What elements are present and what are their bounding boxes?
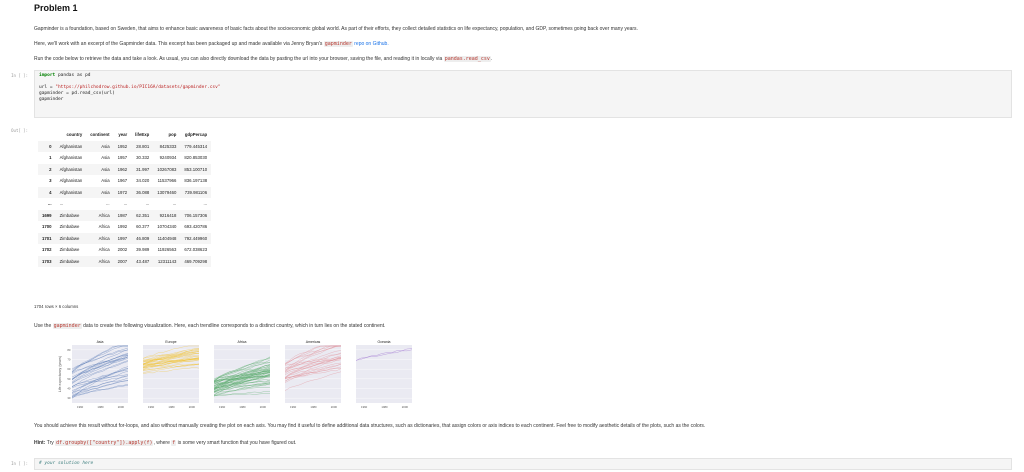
x-tick-label: 1980 bbox=[97, 405, 104, 409]
table-cell: 9216418 bbox=[159, 212, 177, 218]
chart-panel-oceania bbox=[356, 340, 412, 409]
x-tick-label: 1960 bbox=[219, 405, 226, 409]
table-cell: 739.981106 bbox=[184, 189, 208, 195]
table-cell: 693.420786 bbox=[184, 224, 208, 230]
table-cell: Zimbabwe bbox=[59, 224, 80, 230]
y-tick-label: 60 bbox=[67, 367, 71, 372]
table-cell: ... bbox=[123, 201, 128, 207]
table-cell: 792.449960 bbox=[184, 235, 208, 241]
table-cell: 1992 bbox=[117, 224, 128, 230]
gapminder-code-chip: gapminder bbox=[324, 41, 352, 47]
table-cell: Zimbabwe bbox=[59, 258, 80, 264]
table-row bbox=[38, 141, 211, 153]
x-tick-label: 1960 bbox=[290, 405, 297, 409]
table-cell: 28.801 bbox=[136, 143, 150, 149]
table-cell: 43.487 bbox=[136, 258, 150, 264]
solution-comment: # your solution here bbox=[39, 461, 94, 466]
table-row bbox=[38, 152, 211, 164]
panel-title: Americas bbox=[305, 340, 321, 344]
table-cell: 11926563 bbox=[157, 247, 177, 253]
table-cell: 13079460 bbox=[157, 189, 177, 195]
table-cell: 853.100710 bbox=[184, 166, 208, 172]
table-cell: Afghanistan bbox=[59, 189, 83, 195]
show-line: gapminder bbox=[39, 97, 64, 102]
x-tick-label: 2000 bbox=[117, 405, 124, 409]
table-cell: 1957 bbox=[117, 155, 128, 161]
table-cell: 30.332 bbox=[136, 155, 150, 161]
table-cell: 820.853030 bbox=[184, 155, 208, 161]
table-cell: Africa bbox=[98, 224, 110, 230]
table-cell: 62.351 bbox=[136, 212, 150, 218]
table-cell: Zimbabwe bbox=[59, 235, 80, 241]
row-index: 2 bbox=[49, 166, 52, 172]
column-header: year bbox=[118, 132, 128, 138]
table-cell: 1997 bbox=[117, 235, 128, 241]
x-tick-label: 1980 bbox=[168, 405, 175, 409]
y-tick-label: 80 bbox=[67, 347, 71, 352]
row-index: ... bbox=[47, 201, 52, 207]
table-cell: 779.445314 bbox=[184, 143, 208, 149]
table-cell: Asia bbox=[101, 143, 110, 149]
column-header: continent bbox=[90, 132, 110, 138]
table-cell: 11404948 bbox=[157, 235, 177, 241]
y-tick-label: 40 bbox=[67, 386, 71, 391]
x-tick-label: 2000 bbox=[259, 405, 266, 409]
use-text-post: data to create the following visualization. Here, each trendline corresponds to a distinct country, which in turn lies on the stated continent. bbox=[83, 323, 386, 329]
panel-title: Asia bbox=[96, 340, 104, 344]
x-tick-label: 2000 bbox=[188, 405, 195, 409]
table-body bbox=[38, 141, 211, 268]
x-tick-label: 1980 bbox=[381, 405, 388, 409]
note-text: You should achieve this result without for-loops, and also without manually creating the plot on each axis. You may find it useful to define additional data structures, such as dictionaries, that assign colors or axis indices to each continent. Feel free to modify aesthetic details of the plots, such as the colors. bbox=[34, 423, 706, 429]
dataframe-dims: 1704 rows × 6 columns bbox=[34, 304, 79, 309]
row-index: 1701 bbox=[42, 235, 52, 241]
row-index: 1703 bbox=[42, 258, 52, 264]
use-paragraph bbox=[34, 323, 385, 329]
table-cell: 11537966 bbox=[157, 178, 177, 184]
github-repo-link[interactable]: repo on Github. bbox=[354, 41, 389, 47]
row-index: 1699 bbox=[42, 212, 52, 218]
table-cell: Africa bbox=[98, 258, 110, 264]
table-cell: Afghanistan bbox=[59, 143, 83, 149]
table-cell: 1967 bbox=[117, 178, 128, 184]
row-index: 0 bbox=[49, 143, 52, 149]
column-header: lifeExp bbox=[135, 132, 150, 138]
table-row bbox=[38, 210, 211, 222]
table-cell: Afghanistan bbox=[59, 166, 83, 172]
url-assign: url = bbox=[39, 85, 56, 90]
panel-title: Oceania bbox=[377, 340, 391, 344]
table-cell: Afghanistan bbox=[59, 178, 83, 184]
table-cell: 836.197138 bbox=[184, 178, 208, 184]
table-cell: 706.157306 bbox=[184, 212, 208, 218]
table-cell: 46.809 bbox=[136, 235, 150, 241]
table-cell: Zimbabwe bbox=[59, 212, 80, 218]
problem-heading: Problem 1 bbox=[34, 3, 78, 13]
table-cell: 2007 bbox=[117, 258, 128, 264]
row-index: 3 bbox=[49, 178, 52, 184]
table-cell: 8425333 bbox=[159, 143, 177, 149]
x-tick-label: 2000 bbox=[401, 405, 408, 409]
x-tick-label: 1980 bbox=[239, 405, 246, 409]
table-cell: 10704340 bbox=[157, 224, 177, 230]
import-keyword: import bbox=[39, 73, 56, 78]
chart-panel-asia bbox=[67, 340, 128, 409]
import-line: pandas as pd bbox=[55, 73, 91, 78]
excerpt-paragraph bbox=[34, 41, 389, 47]
panel-background bbox=[356, 345, 412, 403]
table-row bbox=[38, 244, 211, 256]
x-tick-label: 1960 bbox=[77, 405, 84, 409]
run-text-pre: Run the code below to retrieve the data and take a look. As usual, you can also directly download the data by pasting the url into your browser, saving the file, and reading it in locally via bbox=[34, 56, 443, 62]
run-text-post: . bbox=[490, 56, 493, 62]
x-tick-label: 1960 bbox=[148, 405, 155, 409]
continent-lifeexp-chart bbox=[58, 337, 428, 415]
table-cell: Asia bbox=[101, 155, 110, 161]
table-cell: Zimbabwe bbox=[59, 247, 80, 253]
excerpt-text-pre: Here, we'll work with an excerpt of the Gapminder data. This excerpt has been packaged up and made available via Jenny Bryan's bbox=[34, 41, 323, 47]
y-tick-label: 50 bbox=[67, 376, 71, 381]
use-text-pre: Use the bbox=[34, 323, 52, 329]
table-row bbox=[38, 175, 211, 187]
table-cell: 1987 bbox=[117, 212, 128, 218]
x-tick-label: 1960 bbox=[361, 405, 368, 409]
groupby-code-chip: df.groupby(["country"]).apply(f) bbox=[56, 440, 153, 446]
row-index: 1700 bbox=[42, 224, 52, 230]
out-prompt: Out[ ]: bbox=[11, 128, 28, 133]
table-cell: 36.088 bbox=[136, 189, 150, 195]
row-index: 4 bbox=[49, 189, 52, 195]
table-cell: 60.377 bbox=[136, 224, 150, 230]
table-cell: Africa bbox=[98, 247, 110, 253]
table-row bbox=[38, 198, 211, 210]
f-code-chip: f bbox=[172, 440, 176, 446]
table-cell: ... bbox=[106, 201, 110, 207]
table-row bbox=[38, 187, 211, 199]
table-cell: Africa bbox=[98, 212, 110, 218]
cell1-prompt: In [ ]: bbox=[11, 73, 28, 78]
table-cell: 1952 bbox=[117, 143, 128, 149]
chart-panel-americas bbox=[285, 340, 341, 409]
hint-text-post: is some very smart function that you have figured out. bbox=[177, 440, 297, 446]
table-header-row bbox=[38, 129, 211, 141]
hint-text-mid: , where bbox=[153, 440, 170, 446]
url-string: "https://philchodrow.github.io/PIC16A/datasets/gapminder.csv" bbox=[55, 85, 221, 90]
table-cell: 1972 bbox=[117, 189, 128, 195]
table-cell: 39.989 bbox=[136, 247, 150, 253]
hint-label: Hint: bbox=[34, 440, 46, 446]
table-cell: Asia bbox=[101, 178, 110, 184]
y-tick-label: 70 bbox=[67, 357, 71, 362]
table-cell: 12311143 bbox=[157, 258, 177, 264]
cell2-prompt: In [ ]: bbox=[11, 461, 28, 466]
intro-text: Gapminder is a foundation, based on Sweden, that aims to enhance basic awareness of basic facts about the socioeconomic global world. As part of their efforts, they collect detailed statistics on life expectancy, population, and GDP, sometimes going back over many years. bbox=[34, 26, 638, 32]
code-cell-2[interactable] bbox=[34, 458, 1012, 470]
table-row bbox=[38, 221, 211, 233]
chart-panel-africa bbox=[214, 340, 270, 409]
table-cell: Asia bbox=[101, 189, 110, 195]
x-tick-label: 1980 bbox=[310, 405, 317, 409]
note-paragraph bbox=[34, 423, 705, 429]
table-cell: 34.020 bbox=[136, 178, 150, 184]
table-cell: 1962 bbox=[117, 166, 128, 172]
table-cell: ... bbox=[145, 201, 150, 207]
table-row bbox=[38, 164, 211, 176]
x-tick-label: 2000 bbox=[330, 405, 337, 409]
code-cell-1[interactable] bbox=[34, 70, 1012, 118]
y-axis-label: Life expectancy (years) bbox=[58, 355, 62, 393]
intro-paragraph bbox=[34, 26, 638, 32]
hint-paragraph bbox=[34, 440, 296, 446]
table-cell: 469.709298 bbox=[184, 258, 208, 264]
table-cell: Afghanistan bbox=[59, 155, 83, 161]
table-cell: 10267083 bbox=[157, 166, 177, 172]
table-cell: ... bbox=[59, 201, 64, 207]
table-cell: Asia bbox=[101, 166, 110, 172]
table-cell: 31.997 bbox=[136, 166, 150, 172]
table-row bbox=[38, 256, 211, 268]
y-tick-label: 30 bbox=[67, 396, 71, 401]
column-header: gdpPercap bbox=[184, 132, 208, 138]
read-line: gapminder = pd.read_csv(url) bbox=[39, 91, 115, 96]
table-cell: ... bbox=[172, 201, 177, 207]
table-cell: ... bbox=[203, 201, 208, 207]
chart-panel-europe bbox=[143, 340, 199, 409]
table-cell: 672.038623 bbox=[184, 247, 208, 253]
hint-text-pre: Try bbox=[46, 440, 54, 446]
column-header: country bbox=[66, 132, 83, 138]
row-index: 1 bbox=[49, 155, 52, 161]
table-cell: 2002 bbox=[117, 247, 128, 253]
run-paragraph bbox=[34, 56, 492, 62]
table-row bbox=[38, 233, 211, 245]
gapminder-code-chip-2: gapminder bbox=[53, 323, 81, 329]
read-csv-code-chip: pandas.read_csv bbox=[444, 56, 490, 62]
column-header bbox=[38, 129, 56, 141]
column-header: pop bbox=[168, 132, 177, 138]
row-index: 1702 bbox=[42, 247, 52, 253]
dataframe-table bbox=[38, 129, 211, 267]
panel-title: Europe bbox=[165, 340, 177, 344]
table-cell: Africa bbox=[98, 235, 110, 241]
panel-title: Africa bbox=[237, 340, 247, 344]
table-cell: 9240934 bbox=[159, 155, 177, 161]
